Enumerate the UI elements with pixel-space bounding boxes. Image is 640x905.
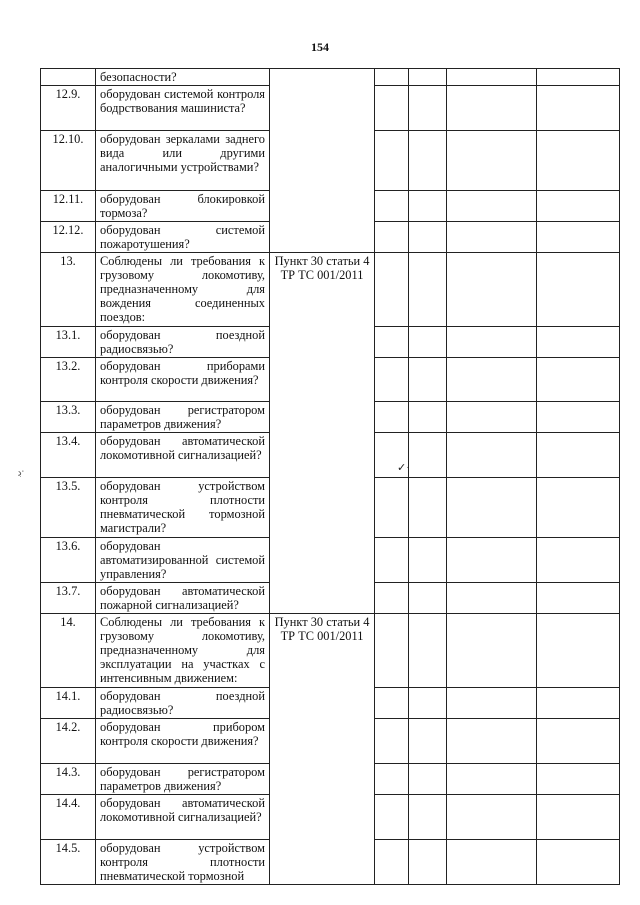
stray-pen-mark: ڊ· xyxy=(15,466,27,479)
requirement-text: оборудован автоматической пожарной сигнализацией? xyxy=(96,583,270,614)
answer-cell[interactable] xyxy=(409,614,447,688)
answer-cell[interactable] xyxy=(447,583,537,614)
requirement-text: оборудован прибором контроля скорости движения? xyxy=(96,719,270,764)
answer-cell[interactable] xyxy=(537,358,620,402)
requirement-text: Соблюдены ли требования к грузовому локомотиву, предназначенному для эксплуатации на участках с интенсивным движением: xyxy=(96,614,270,688)
answer-cell[interactable] xyxy=(409,538,447,583)
item-number: 14.3. xyxy=(41,764,96,795)
answer-cell[interactable] xyxy=(537,538,620,583)
answer-cell[interactable] xyxy=(537,764,620,795)
item-number: 13.7. xyxy=(41,583,96,614)
item-number: 14.2. xyxy=(41,719,96,764)
answer-cell[interactable] xyxy=(447,69,537,86)
table-row xyxy=(41,69,620,86)
answer-cell[interactable] xyxy=(537,86,620,131)
answer-cell[interactable] xyxy=(409,327,447,358)
answer-cell[interactable] xyxy=(409,222,447,253)
item-number: 14. xyxy=(41,614,96,688)
answer-cell[interactable] xyxy=(447,795,537,840)
item-number: 13.6. xyxy=(41,538,96,583)
legal-reference: Пункт 30 статьи 4 ТР ТС 001/2011 xyxy=(270,614,375,885)
answer-cell[interactable] xyxy=(537,69,620,86)
answer-cell[interactable] xyxy=(409,402,447,433)
requirement-text: оборудован приборами контроля скорости движения? xyxy=(96,358,270,402)
answer-cell[interactable] xyxy=(375,614,409,688)
answer-cell[interactable] xyxy=(447,538,537,583)
answer-cell[interactable] xyxy=(375,719,409,764)
answer-cell[interactable] xyxy=(409,764,447,795)
checklist-rows xyxy=(41,69,620,885)
answer-cell[interactable] xyxy=(447,840,537,885)
answer-cell[interactable] xyxy=(537,191,620,222)
requirement-text: оборудован системой пожаротушения? xyxy=(96,222,270,253)
answer-cell[interactable] xyxy=(447,688,537,719)
requirement-text: оборудован поездной радиосвязью? xyxy=(96,688,270,719)
requirement-text: оборудован зеркалами заднего вида или другими аналогичными устройствами? xyxy=(96,131,270,191)
answer-cell[interactable] xyxy=(447,222,537,253)
answer-cell[interactable] xyxy=(375,191,409,222)
requirement-text: оборудован устройством контроля плотности пневматической тормозной магистрали? xyxy=(96,478,270,538)
answer-cell[interactable] xyxy=(447,402,537,433)
legal-reference: Пункт 30 статьи 4 ТР ТС 001/2011 xyxy=(270,253,375,614)
answer-cell[interactable] xyxy=(537,253,620,327)
answer-cell[interactable] xyxy=(409,191,447,222)
answer-cell[interactable] xyxy=(537,402,620,433)
item-number: 13.1. xyxy=(41,327,96,358)
answer-cell[interactable] xyxy=(409,358,447,402)
requirement-text: оборудован автоматической локомотивной сигнализацией? xyxy=(96,795,270,840)
checklist-table xyxy=(40,68,620,885)
answer-cell[interactable] xyxy=(375,86,409,131)
answer-cell[interactable] xyxy=(537,131,620,191)
item-number: 13.3. xyxy=(41,402,96,433)
item-number: 14.4. xyxy=(41,795,96,840)
answer-cell[interactable] xyxy=(447,478,537,538)
answer-cell[interactable] xyxy=(375,253,409,327)
item-number xyxy=(41,69,96,86)
answer-cell[interactable] xyxy=(537,478,620,538)
answer-cell[interactable] xyxy=(447,131,537,191)
answer-cell[interactable] xyxy=(409,131,447,191)
requirement-text: оборудован регистратором параметров движения? xyxy=(96,402,270,433)
answer-cell[interactable] xyxy=(537,614,620,688)
item-number: 13.2. xyxy=(41,358,96,402)
answer-cell[interactable] xyxy=(409,69,447,86)
answer-cell[interactable] xyxy=(409,478,447,538)
answer-cell[interactable] xyxy=(409,719,447,764)
requirement-text: оборудован системой контроля бодрствования машиниста? xyxy=(96,86,270,131)
answer-cell[interactable] xyxy=(409,688,447,719)
answer-cell[interactable] xyxy=(375,358,409,402)
answer-cell[interactable] xyxy=(409,795,447,840)
item-number: 13.5. xyxy=(41,478,96,538)
answer-cell[interactable] xyxy=(447,327,537,358)
answer-cell[interactable] xyxy=(447,719,537,764)
requirement-text: безопасности? xyxy=(96,69,270,86)
answer-cell[interactable] xyxy=(447,191,537,222)
item-number: 13. xyxy=(41,253,96,327)
requirement-text: оборудован устройством контроля плотности пневматической тормозной xyxy=(96,840,270,885)
answer-cell[interactable] xyxy=(409,433,447,478)
answer-cell[interactable] xyxy=(375,478,409,538)
answer-cell[interactable] xyxy=(375,840,409,885)
requirement-text: оборудован блокировкой тормоза? xyxy=(96,191,270,222)
answer-cell[interactable] xyxy=(375,795,409,840)
answer-cell[interactable] xyxy=(447,614,537,688)
table-row xyxy=(41,614,620,688)
answer-cell[interactable] xyxy=(447,433,537,478)
requirement-text: Соблюдены ли требования к грузовому локомотиву, предназначенному для вождения соединенных поездов: xyxy=(96,253,270,327)
requirement-text: оборудован поездной радиосвязью? xyxy=(96,327,270,358)
answer-cell[interactable] xyxy=(375,222,409,253)
item-number: 12.9. xyxy=(41,86,96,131)
answer-cell[interactable] xyxy=(375,538,409,583)
item-number: 12.11. xyxy=(41,191,96,222)
requirement-text: оборудован автоматизированной системой управления? xyxy=(96,538,270,583)
item-number: 14.1. xyxy=(41,688,96,719)
answer-cell[interactable] xyxy=(537,840,620,885)
answer-cell[interactable] xyxy=(375,764,409,795)
answer-cell[interactable] xyxy=(375,131,409,191)
answer-cell[interactable] xyxy=(375,69,409,86)
answer-cell[interactable] xyxy=(375,327,409,358)
answer-cell[interactable] xyxy=(537,688,620,719)
table-row xyxy=(41,253,620,327)
item-number: 12.10. xyxy=(41,131,96,191)
answer-cell[interactable] xyxy=(537,583,620,614)
answer-cell[interactable] xyxy=(375,402,409,433)
answer-cell[interactable] xyxy=(375,583,409,614)
answer-cell[interactable] xyxy=(537,433,620,478)
item-number: 14.5. xyxy=(41,840,96,885)
answer-cell[interactable] xyxy=(537,222,620,253)
answer-cell[interactable] xyxy=(537,719,620,764)
requirement-text: оборудован автоматической локомотивной сигнализацией? xyxy=(96,433,270,478)
item-number: 13.4. xyxy=(41,433,96,478)
answer-cell[interactable] xyxy=(409,840,447,885)
answer-cell[interactable] xyxy=(537,795,620,840)
answer-cell[interactable] xyxy=(447,253,537,327)
requirement-text: оборудован регистратором параметров движения? xyxy=(96,764,270,795)
answer-cell[interactable] xyxy=(447,358,537,402)
answer-cell[interactable] xyxy=(447,764,537,795)
legal-reference xyxy=(270,69,375,253)
page-number: 154 xyxy=(311,40,329,54)
check-mark-icon: ✓· xyxy=(397,462,410,474)
answer-cell[interactable] xyxy=(537,327,620,358)
answer-cell[interactable] xyxy=(375,688,409,719)
answer-cell[interactable] xyxy=(409,583,447,614)
answer-cell[interactable] xyxy=(409,86,447,131)
answer-cell[interactable] xyxy=(447,86,537,131)
answer-cell[interactable] xyxy=(409,253,447,327)
item-number: 12.12. xyxy=(41,222,96,253)
